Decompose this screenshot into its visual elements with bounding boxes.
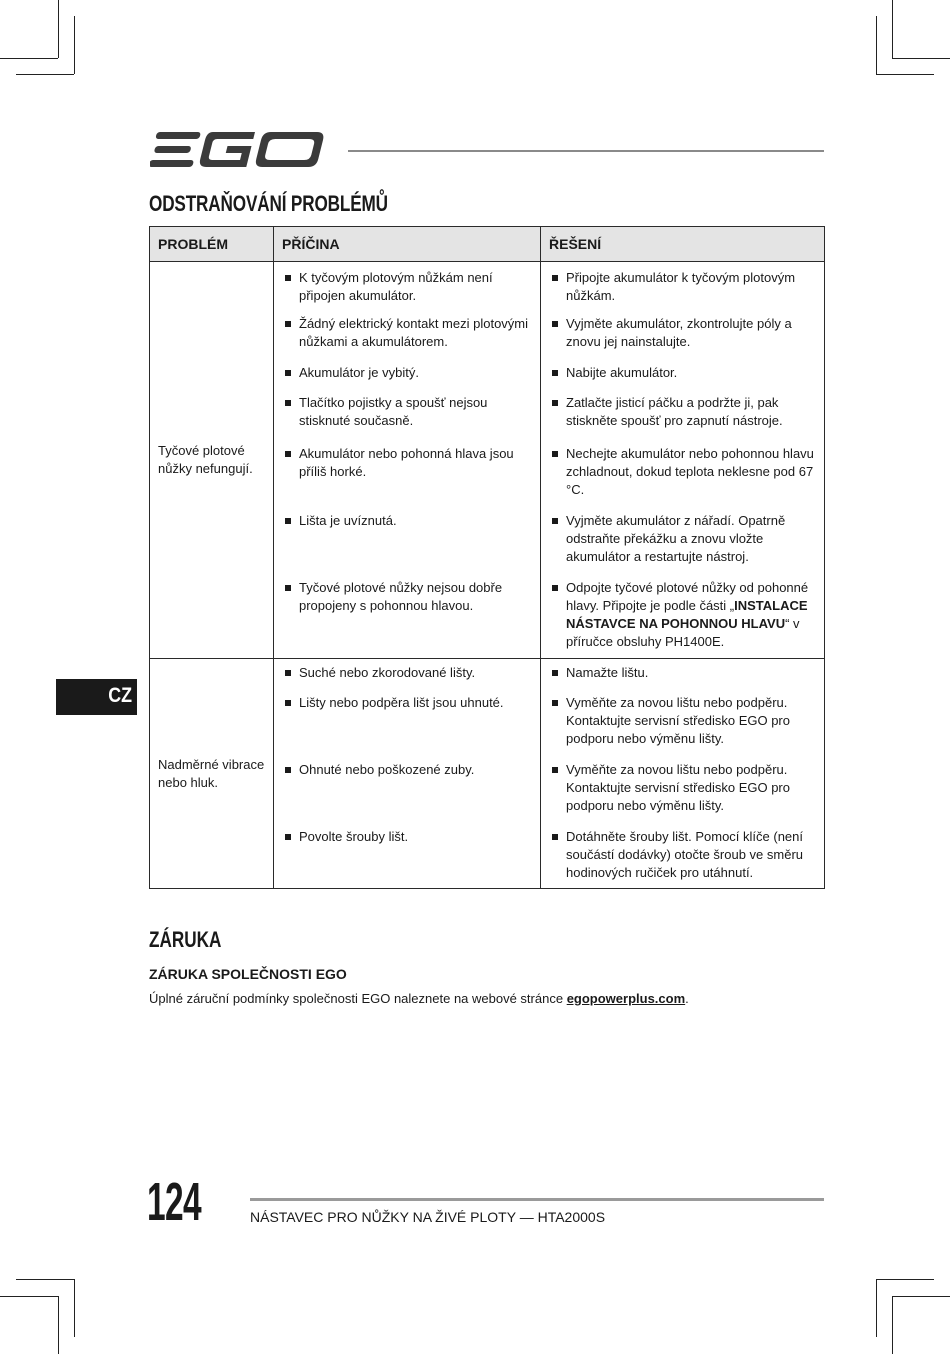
solution-text: Zatlačte jisticí páčku a podržte ji, pak stiskněte spoušť pro zapnutí nástroje.	[566, 394, 783, 428]
column-header-problem: PROBLÉM	[150, 227, 274, 262]
crop-mark	[16, 1279, 74, 1280]
bullet-icon	[552, 767, 558, 773]
solution-text: Nechejte akumulátor nebo pohonnou hlavu zchladnout, dokud teplota neklesne pod 67 °C.	[566, 445, 814, 497]
crop-mark	[74, 16, 75, 74]
crop-mark	[58, 1296, 59, 1354]
solution-bold-reference: INSTALACE NÁSTAVCE NA POHONNOU HLAVU	[566, 597, 808, 631]
warranty-text: Úplné záruční podmínky společnosti EGO naleznete na webové stránce egopowerplus.com.	[149, 991, 689, 1006]
problem-cell: Nadměrné vibrace nebo hluk.	[150, 659, 274, 889]
bullet-icon	[285, 451, 291, 457]
column-header-cause: PŘÍČINA	[274, 227, 541, 262]
table-header-row	[150, 227, 825, 262]
problem-cell: Tyčové plotové nůžky nefungují.	[150, 262, 274, 659]
solution-text: Vyměňte za novou lištu nebo podpěru. Kontaktujte servisní středisko EGO pro podporu nebo výměnu lišty.	[566, 694, 790, 746]
bullet-icon	[552, 275, 558, 281]
bullet-icon	[285, 700, 291, 706]
footer-title: NÁSTAVEC PRO NŮŽKY NA ŽIVÉ PLOTY — HTA2000S	[250, 1209, 606, 1225]
language-tab	[56, 679, 137, 715]
crop-mark	[892, 1296, 950, 1297]
cause-text: Akumulátor nebo pohonná hlava jsou příliš horké.	[299, 445, 514, 479]
bullet-icon	[552, 834, 558, 840]
cause-text: Lišta je uvíznutá.	[299, 512, 397, 528]
bullet-icon	[285, 518, 291, 524]
cause-text: Akumulátor je vybitý.	[299, 364, 419, 380]
bullet-icon	[552, 518, 558, 524]
bullet-icon	[285, 370, 291, 376]
column-header-solution: ŘEŠENÍ	[541, 227, 825, 262]
section-title: ODSTRAŇOVÁNÍ PROBLÉMŮ	[149, 191, 388, 216]
crop-mark	[16, 74, 74, 75]
solution-text: Vyměňte za novou lištu nebo podpěru. Kontaktujte servisní středisko EGO pro podporu nebo výměnu lišty.	[566, 761, 790, 813]
cause-text: Ohnuté nebo poškozené zuby.	[299, 761, 475, 777]
crop-mark	[876, 16, 877, 74]
crop-mark	[876, 74, 934, 75]
cause-text: Žádný elektrický kontakt mezi plotovými nůžkami a akumulátorem.	[299, 315, 529, 349]
bullet-icon	[552, 321, 558, 327]
cause-text: Lišty nebo podpěra lišt jsou uhnuté.	[299, 694, 504, 710]
bullet-icon	[285, 585, 291, 591]
cause-text: Suché nebo zkorodované lišty.	[299, 665, 476, 680]
crop-mark	[892, 1296, 893, 1354]
egopowerplus-link[interactable]: egopowerplus.com	[566, 991, 686, 1006]
crop-mark	[74, 1279, 75, 1337]
bullet-icon	[285, 834, 291, 840]
bullet-icon	[552, 370, 558, 376]
warranty-subtitle: ZÁRUKA SPOLEČNOSTI EGO	[149, 966, 347, 982]
bullet-icon	[552, 451, 558, 457]
crop-mark	[0, 1296, 58, 1297]
bullet-icon	[285, 321, 291, 327]
solution-text: Vyjměte akumulátor z nářadí. Opatrně odstraňte překážku a znovu vložte akumulátor a restartujte nástroj.	[566, 512, 786, 564]
ego-logo	[150, 128, 332, 172]
cause-text: Povolte šrouby lišt.	[299, 828, 409, 844]
page-number: 124	[147, 1172, 202, 1232]
table-row	[150, 659, 825, 689]
bullet-icon	[552, 400, 558, 406]
crop-mark	[892, 58, 950, 59]
solution-text: Vyjměte akumulátor, zkontrolujte póly a znovu jej nainstalujte.	[566, 315, 792, 349]
cause-text: Tlačítko pojistky a spoušť nejsou stisknuté současně.	[299, 394, 488, 428]
crop-mark	[58, 0, 59, 58]
bullet-icon	[285, 670, 291, 676]
solution-text: Nabijte akumulátor.	[566, 364, 678, 380]
bullet-icon	[285, 275, 291, 281]
header-rule	[348, 150, 824, 152]
solution-text: Připojte akumulátor k tyčovým plotovým nůžkám.	[566, 270, 796, 303]
bullet-icon	[552, 670, 558, 676]
cause-text: Tyčové plotové nůžky nejsou dobře propojeny s pohonnou hlavou.	[299, 579, 503, 613]
troubleshooting-table	[149, 226, 825, 889]
solution-text: Odpojte tyčové plotové nůžky od pohonné hlavy. Připojte je podle části „INSTALACE NÁSTAVCE NA POHONNOU HLAVU“ v příručce obsluhy PH1400E.	[566, 579, 809, 649]
bullet-icon	[285, 400, 291, 406]
footer-rule	[250, 1198, 824, 1201]
solution-text: Dotáhněte šrouby lišt. Pomocí klíče (není součástí dodávky) otočte šroub ve směru hodinových ručiček pro utáhnutí.	[566, 828, 804, 880]
solution-text: Namažte lištu.	[566, 665, 649, 680]
cause-text: K tyčovým plotovým nůžkám není připojen akumulátor.	[299, 270, 493, 303]
bullet-icon	[285, 767, 291, 773]
warranty-title: ZÁRUKA	[149, 927, 222, 952]
table-row	[150, 262, 825, 310]
crop-mark	[0, 58, 58, 59]
crop-mark	[892, 0, 893, 58]
language-tab-label: CZ	[108, 684, 132, 707]
crop-mark	[876, 1279, 934, 1280]
bullet-icon	[552, 700, 558, 706]
bullet-icon	[552, 585, 558, 591]
crop-mark	[876, 1279, 877, 1337]
